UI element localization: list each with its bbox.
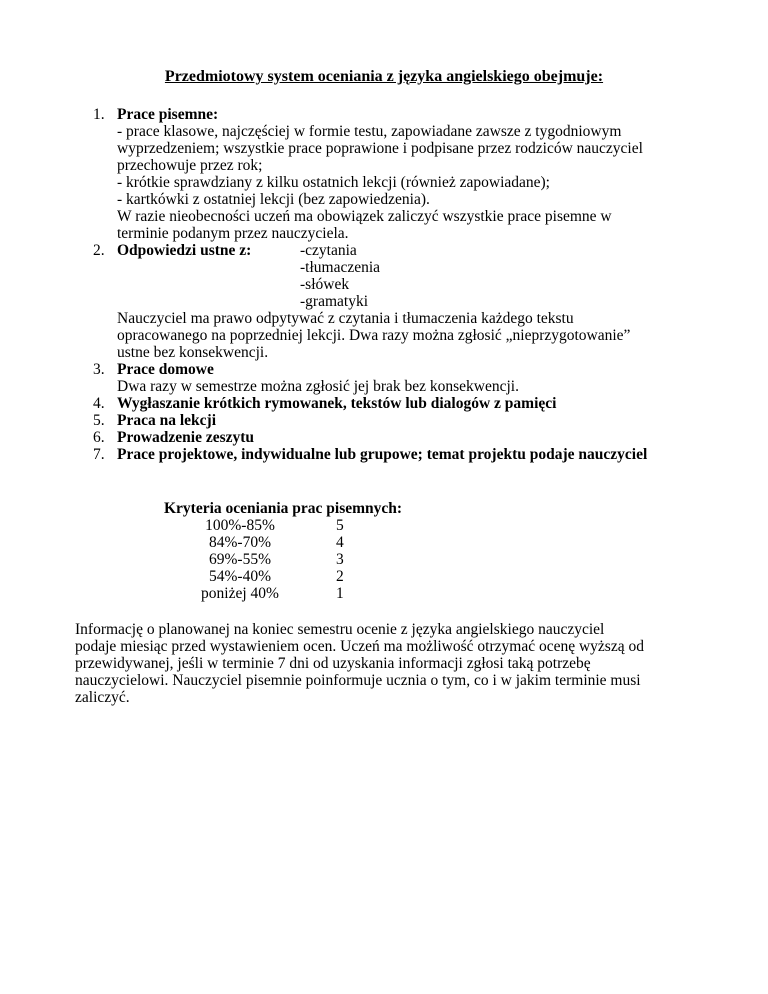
section-written-work [0, 106, 720, 242]
section-heading: Prowadzenie zeszytu [117, 429, 255, 446]
criteria-row [164, 585, 464, 602]
criteria-row [164, 517, 464, 534]
footer-line: Informację o planowanej na koniec semestru ocenie z języka angielskiego nauczyciel [75, 621, 605, 638]
criteria-range: 84%-70% [209, 534, 271, 551]
section-line: przechowuje przez rok; [117, 157, 263, 174]
section-recitation [0, 395, 720, 412]
criteria-row [164, 551, 464, 568]
page-title: Przedmiotowy system oceniania z języka angielskiego obejmuje: [164, 68, 604, 85]
section-number: 6. [93, 429, 105, 446]
criteria-grade: 1 [336, 585, 344, 602]
section-number: 3. [93, 361, 105, 378]
section-line: ustne bez konsekwencji. [117, 344, 269, 361]
section-number: 4. [93, 395, 105, 412]
section-projects [0, 446, 720, 463]
oral-item: -tłumaczenia [300, 259, 381, 276]
footer-line: przewidywanej, jeśli w terminie 7 dni od uzyskania informacji zgłosi taką potrzebę [75, 655, 591, 672]
section-homework [0, 361, 720, 395]
criteria-grade: 5 [336, 517, 344, 534]
section-line: W razie nieobecności uczeń ma obowiązek zaliczyć wszystkie prace pisemne w [117, 208, 612, 225]
section-line: - prace klasowe, najczęściej w formie testu, zapowiadane zawsze z tygodniowym [117, 123, 622, 140]
section-number: 5. [93, 412, 105, 429]
section-heading: Wygłaszanie krótkich rymowanek, tekstów lub dialogów z pamięci [117, 395, 557, 412]
section-line: terminie podanym przez nauczyciela. [117, 225, 349, 242]
section-heading: Prace projektowe, indywidualne lub grupowe; temat projektu podaje nauczyciel [117, 446, 648, 463]
section-heading: Odpowiedzi ustne z: [117, 242, 252, 259]
section-heading: Prace pisemne: [117, 106, 219, 123]
oral-item: -gramatyki [300, 293, 369, 310]
section-number: 2. [93, 242, 105, 259]
footer-line: zaliczyć. [75, 689, 130, 706]
footer-line: nauczycielowi. Nauczyciel pisemnie poinformuje ucznia o tym, co i w jakim terminie musi [75, 672, 641, 689]
criteria-grade: 3 [336, 551, 344, 568]
criteria-row [164, 534, 464, 551]
criteria-title: Kryteria oceniania prac pisemnych: [164, 500, 403, 517]
criteria-row [164, 568, 464, 585]
section-lesson-work [0, 412, 720, 429]
oral-answers-items [300, 242, 380, 310]
section-line: Nauczyciel ma prawo odpytywać z czytania i tłumaczenia każdego tekstu [117, 310, 574, 327]
footer-paragraph [75, 621, 715, 706]
oral-item: -słówek [300, 276, 350, 293]
criteria-range: 100%-85% [205, 517, 275, 534]
criteria-grade: 2 [336, 568, 344, 585]
criteria-grade: 4 [336, 534, 344, 551]
section-number: 7. [93, 446, 105, 463]
section-line: - krótkie sprawdziany z kilku ostatnich lekcji (również zapowiadane); [117, 174, 550, 191]
section-line: - kartkówki z ostatniej lekcji (bez zapowiedzenia). [117, 191, 430, 208]
section-number: 1. [93, 106, 105, 123]
section-line: wyprzedzeniem; wszystkie prace poprawione i podpisane przez rodziców nauczyciel [117, 140, 643, 157]
oral-item: -czytania [300, 242, 357, 259]
section-line: opracowanego na poprzedniej lekcji. Dwa razy można zgłosić „nieprzygotowanie” [117, 327, 631, 344]
section-notebook [0, 429, 720, 446]
criteria-range: poniżej 40% [201, 585, 279, 602]
criteria-range: 54%-40% [209, 568, 271, 585]
oral-answers-block [117, 242, 720, 310]
grading-sections-list [0, 106, 720, 463]
section-oral-answers [0, 242, 720, 361]
section-heading: Prace domowe [117, 361, 214, 378]
criteria-range: 69%-55% [209, 551, 271, 568]
footer-line: podaje miesiąc przed wystawieniem ocen. Uczeń ma możliwość otrzymać ocenę wyższą od [75, 638, 644, 655]
grading-criteria [164, 500, 464, 602]
section-heading: Praca na lekcji [117, 412, 217, 429]
section-line: Dwa razy w semestrze można zgłosić jej brak bez konsekwencji. [117, 378, 519, 395]
